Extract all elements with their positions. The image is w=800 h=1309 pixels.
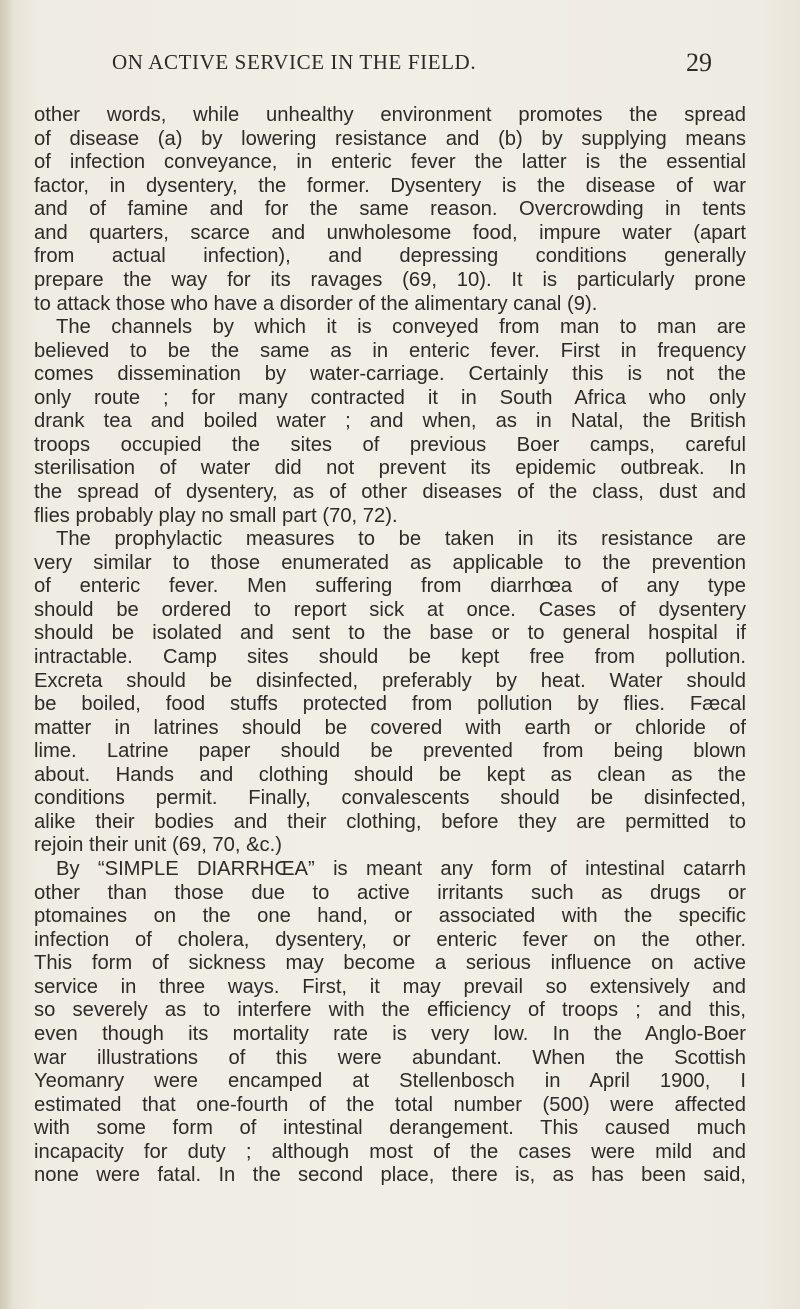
- text-line: estimated that one-fourth of the total number (500) were affected: [34, 1093, 746, 1116]
- text-line: drank tea and boiled water ; and when, as in Natal, the British: [34, 410, 746, 433]
- text-line: about. Hands and clothing should be kept as clean as the: [34, 763, 746, 786]
- text-line: other words, while unhealthy environment promotes the spread: [34, 104, 746, 126]
- text-line: so severely as to interfere with the efficiency of troops ; and this,: [34, 999, 746, 1022]
- text-line: lime. Latrine paper should be prevented from being blown: [34, 740, 746, 763]
- text-line: of infection conveyance, in enteric fever the latter is the essential: [34, 151, 746, 174]
- page-header: [112, 50, 712, 90]
- text-line: be boiled, food stuffs protected from pollution by flies. Fæcal: [34, 693, 746, 716]
- text-line: This form of sickness may become a serious influence on active: [34, 952, 746, 975]
- text-line: conditions permit. Finally, convalescents should be disinfected,: [34, 787, 746, 810]
- text-line: By “SIMPLE DIARRHŒA” is meant any form of intestinal catarrh: [56, 858, 746, 880]
- text-line: from actual infection), and depressing conditions generally: [34, 245, 746, 268]
- text-line: none were fatal. In the second place, there is, as has been said,: [34, 1164, 746, 1187]
- text-line: war illustrations of this were abundant. When the Scottish: [34, 1046, 746, 1069]
- text-line: Yeomanry were encamped at Stellenbosch in April 1900, I: [34, 1070, 746, 1093]
- text-line: the spread of dysentery, as of other diseases of the class, dust and: [34, 481, 746, 503]
- text-line: matter in latrines should be covered with earth or chloride of: [34, 716, 746, 739]
- text-line: of disease (a) by lowering resistance and (b) by supplying means: [34, 127, 746, 150]
- running-title: ON ACTIVE SERVICE IN THE FIELD.: [112, 50, 477, 74]
- text-line: to attack those who have a disorder of the alimentary canal (9).: [34, 292, 598, 315]
- text-line: Excreta should be disinfected, preferably by heat. Water should: [34, 669, 746, 692]
- body-text: [34, 104, 746, 1188]
- text-line: infection of cholera, dysentery, or enteric fever on the other.: [34, 928, 746, 951]
- text-line: even though its mortality rate is very low. In the Anglo-Boer: [34, 1022, 746, 1045]
- text-line: prepare the way for its ravages (69, 10). It is particularly prone: [34, 268, 746, 291]
- page-number: 29: [686, 48, 712, 77]
- text-line: other than those due to active irritants such as drugs or: [34, 881, 746, 904]
- text-line: comes dissemination by water-carriage. Certainly this is not the: [34, 363, 746, 386]
- text-line: and of famine and for the same reason. Overcrowding in tents: [34, 198, 746, 221]
- text-line: The prophylactic measures to be taken in its resistance are: [56, 528, 746, 551]
- text-line: intractable. Camp sites should be kept free from pollution.: [34, 645, 746, 668]
- text-line: alike their bodies and their clothing, before they are permitted to: [34, 810, 746, 833]
- text-line: incapacity for duty ; although most of the cases were mild and: [34, 1140, 746, 1163]
- text-line: rejoin their unit (69, 70, &c.): [34, 834, 282, 857]
- text-line: of enteric fever. Men suffering from diarrhœa of any type: [34, 575, 746, 598]
- text-line: with some form of intestinal derangement. This caused much: [34, 1117, 746, 1140]
- text-line: and quarters, scarce and unwholesome food, impure water (apart: [34, 221, 746, 244]
- text-line: sterilisation of water did not prevent its epidemic outbreak. In: [34, 457, 746, 480]
- text-line: flies probably play no small part (70, 72).: [34, 504, 398, 527]
- text-line: should be ordered to report sick at once. Cases of dysentery: [34, 598, 746, 621]
- text-line: troops occupied the sites of previous Boer camps, careful: [34, 433, 746, 456]
- text-line: believed to be the same as in enteric fever. First in frequency: [34, 339, 746, 362]
- text-line: very similar to those enumerated as applicable to the prevention: [34, 551, 746, 574]
- text-line: The channels by which it is conveyed from man to man are: [56, 316, 746, 339]
- text-line: factor, in dysentery, the former. Dysentery is the disease of war: [34, 174, 746, 197]
- text-line: service in three ways. First, it may prevail so extensively and: [34, 975, 746, 998]
- text-line: should be isolated and sent to the base or to general hospital if: [34, 622, 746, 645]
- text-line: ptomaines on the one hand, or associated with the specific: [34, 905, 746, 928]
- binding-shadow: [0, 0, 14, 1309]
- text-line: only route ; for many contracted it in South Africa who only: [34, 386, 746, 409]
